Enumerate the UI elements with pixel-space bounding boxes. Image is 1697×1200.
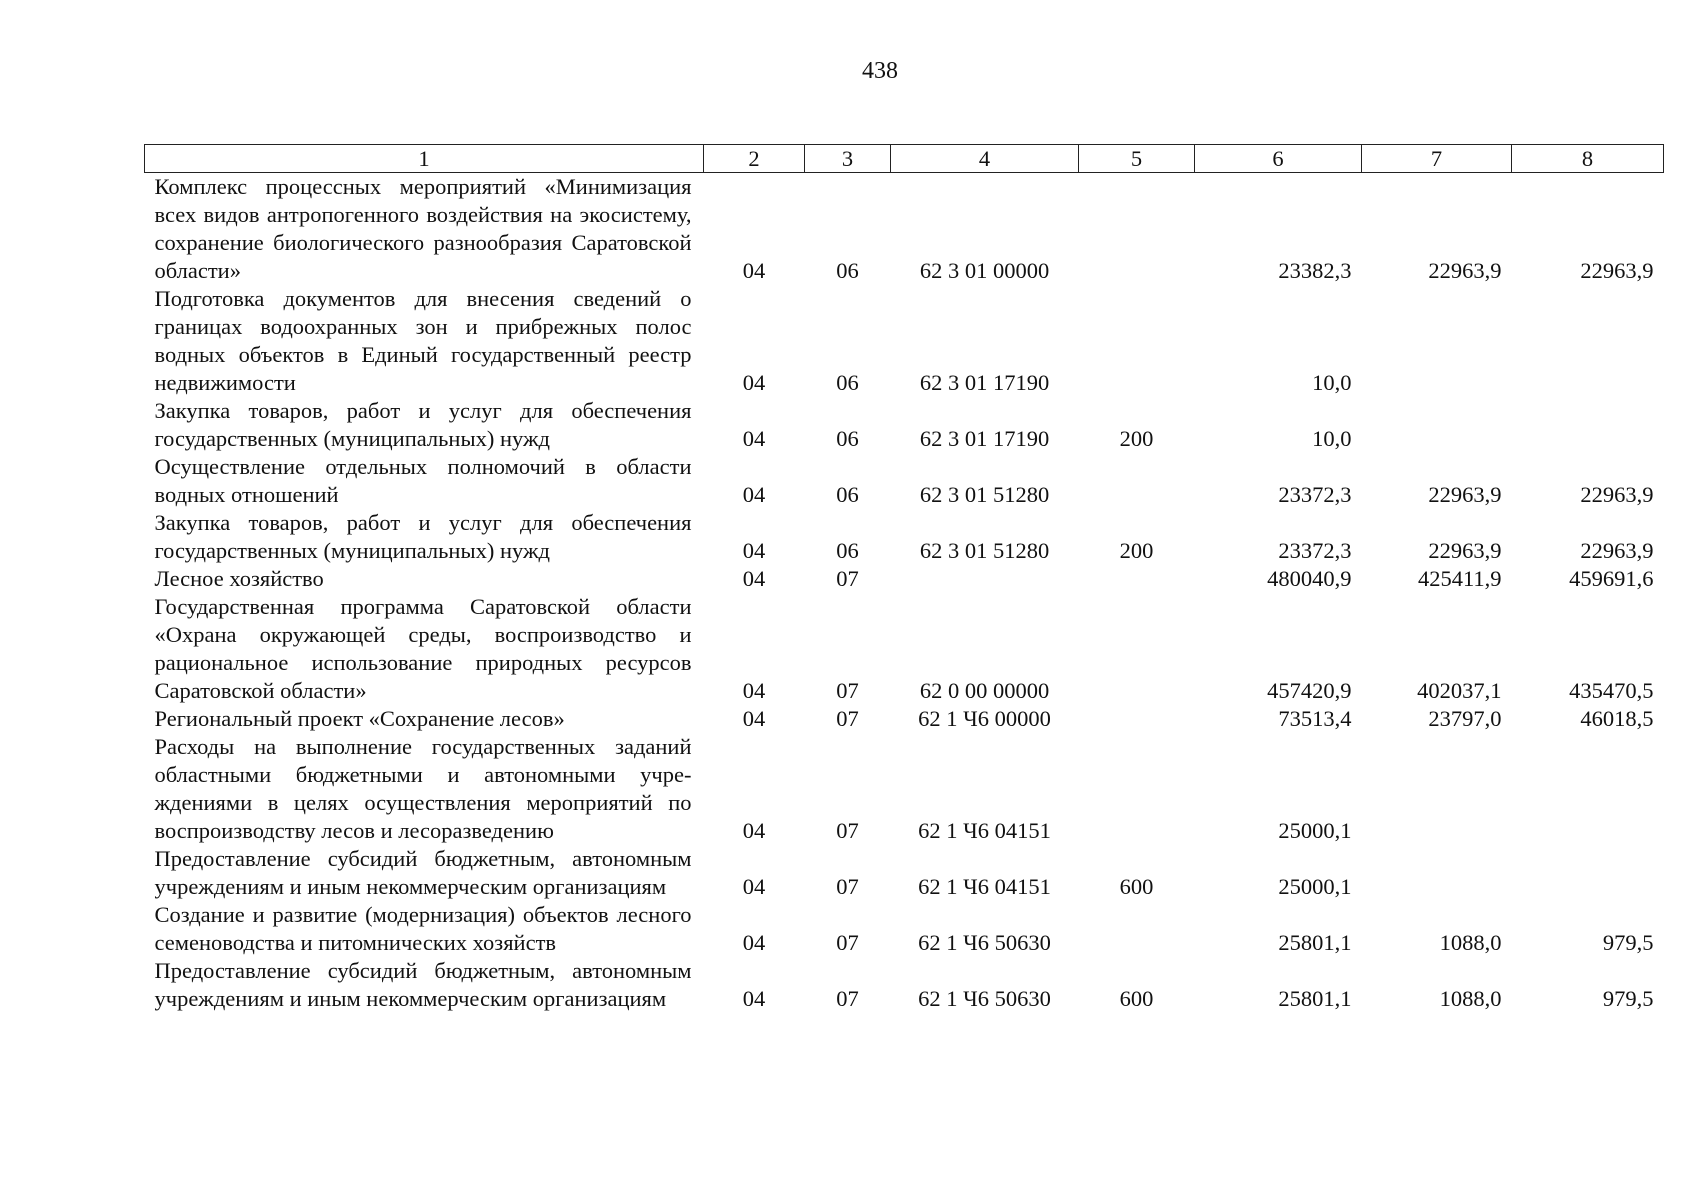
row-name: Подготовка документов для внесения сведений о границах водоохранных зон и прибрежных полос водных объектов в Единый государственный реестр недвижимости: [154, 286, 692, 395]
row-section: 04: [742, 258, 766, 283]
row-amount-1: 25801,1: [1278, 930, 1352, 955]
row-expense-type: [1079, 565, 1195, 593]
row-amount-3: 979,5: [1602, 986, 1654, 1011]
row-expense-type: 200: [1119, 426, 1154, 451]
row-amount-1: 73513,4: [1278, 706, 1352, 731]
row-amount-2: 22963,9: [1428, 482, 1502, 507]
row-amount-2: [1362, 285, 1512, 397]
row-name: Комплекс процессных мероприятий «Минимизация всех видов антропогенного воздействия на экосистему, сохранение биологического разнообразия Саратовской области»: [154, 174, 692, 283]
row-name: Предоставление субсидий бюджетным, автономным учреждениям и иным некоммерческим организациям: [154, 846, 692, 899]
row-amount-3: 22963,9: [1580, 538, 1654, 563]
row-amount-1: 25801,1: [1278, 986, 1352, 1011]
header-cell: 3: [805, 145, 891, 173]
row-expense-type: [1079, 173, 1195, 286]
row-name: Государственная программа Саратовской области «Охрана окружающей среды, воспроизводство и рациональное использование природных ресурсов Саратовской области»: [154, 594, 692, 703]
row-subsection: 07: [836, 678, 859, 703]
row-amount-2: 1088,0: [1439, 986, 1502, 1011]
row-amount-3: [1512, 733, 1664, 845]
row-target-code: 62 1 Ч6 04151: [918, 818, 1051, 843]
row-amount-2: 22963,9: [1428, 258, 1502, 283]
page-number: 438: [862, 58, 898, 84]
row-name: Региональный проект «Сохранение лесов»: [154, 706, 565, 731]
table-row: [145, 565, 1664, 593]
row-amount-3: [1512, 285, 1664, 397]
row-section: 04: [742, 538, 766, 563]
header-cell: 1: [145, 145, 704, 173]
row-target-code: 62 3 01 00000: [919, 258, 1050, 283]
row-amount-3: 435470,5: [1569, 678, 1654, 703]
row-amount-2: 1088,0: [1439, 930, 1502, 955]
row-target-code: 62 3 01 51280: [919, 538, 1050, 563]
header-cell: 8: [1512, 145, 1664, 173]
row-amount-2: 402037,1: [1417, 678, 1502, 703]
row-amount-3: [1512, 845, 1664, 901]
row-section: 04: [742, 482, 766, 507]
row-subsection: 06: [836, 426, 859, 451]
row-amount-3: 46018,5: [1580, 706, 1654, 731]
row-amount-1: 480040,9: [1267, 566, 1352, 591]
row-subsection: 06: [836, 538, 859, 563]
row-section: 04: [742, 678, 766, 703]
row-amount-1: 25000,1: [1278, 874, 1352, 899]
row-expense-type: [1079, 901, 1195, 957]
row-amount-3: 459691,6: [1569, 566, 1654, 591]
row-amount-1: 457420,9: [1267, 678, 1352, 703]
row-target-code: 62 3 01 17190: [919, 426, 1050, 451]
row-name: Расходы на выполнение государственных заданий областными бюджетными и автономными учреждениями в целях осуществления мероприятий по воспроизводству лесов и лесоразведению: [154, 734, 692, 843]
row-amount-2: 23797,0: [1428, 706, 1502, 731]
row-amount-2: 22963,9: [1428, 538, 1502, 563]
row-amount-1: 23382,3: [1278, 258, 1352, 283]
header-cell: 2: [704, 145, 805, 173]
row-subsection: 06: [836, 370, 859, 395]
row-target-code: 62 1 Ч6 50630: [918, 986, 1051, 1011]
row-target-code: [891, 565, 1079, 593]
table-row: [145, 397, 1664, 453]
table-row: [145, 173, 1664, 286]
row-amount-1: 23372,3: [1278, 538, 1352, 563]
table-row: [145, 453, 1664, 509]
row-amount-3: 979,5: [1602, 930, 1654, 955]
row-name: Закупка товаров, работ и услуг для обеспечения государственных (муниципальных) нужд: [154, 398, 692, 451]
row-section: 04: [742, 566, 766, 591]
row-target-code: 62 1 Ч6 50630: [918, 930, 1051, 955]
table-row: [145, 509, 1664, 565]
row-expense-type: [1079, 705, 1195, 733]
row-target-code: 62 0 00 00000: [919, 678, 1050, 703]
header-cell: 5: [1079, 145, 1195, 173]
row-subsection: 07: [836, 930, 859, 955]
row-amount-2: 425411,9: [1417, 566, 1502, 591]
row-amount-2: [1362, 845, 1512, 901]
table-row: [145, 593, 1664, 705]
row-expense-type: [1079, 593, 1195, 705]
table-row: [145, 957, 1664, 1013]
row-subsection: 07: [836, 874, 859, 899]
row-subsection: 07: [836, 818, 859, 843]
table-row: [145, 733, 1664, 845]
row-name: Осуществление отдельных полномочий в области водных отношений: [154, 454, 692, 507]
row-expense-type: 600: [1119, 874, 1154, 899]
header-cell: 7: [1362, 145, 1512, 173]
row-subsection: 07: [836, 566, 859, 591]
row-subsection: 07: [836, 986, 859, 1011]
row-target-code: 62 1 Ч6 04151: [918, 874, 1051, 899]
header-cell: 4: [891, 145, 1079, 173]
table-header-row: [145, 145, 1664, 173]
row-subsection: 06: [836, 258, 859, 283]
row-amount-2: [1362, 397, 1512, 453]
budget-table: [144, 144, 1664, 1013]
row-section: 04: [742, 874, 766, 899]
row-amount-1: 23372,3: [1278, 482, 1352, 507]
row-amount-3: 22963,9: [1580, 258, 1654, 283]
row-amount-1: 25000,1: [1278, 818, 1352, 843]
row-name: Создание и развитие (модернизация) объектов лесного семеноводства и питомнических хозяйств: [154, 902, 692, 955]
row-expense-type: 200: [1119, 538, 1154, 563]
table-row: [145, 845, 1664, 901]
row-name: Предоставление субсидий бюджетным, автономным учреждениям и иным некоммерческим организациям: [154, 958, 692, 1011]
row-amount-3: 22963,9: [1580, 482, 1654, 507]
row-section: 04: [742, 426, 766, 451]
row-subsection: 06: [836, 482, 859, 507]
table-row: [145, 901, 1664, 957]
row-expense-type: 600: [1119, 986, 1154, 1011]
row-target-code: 62 3 01 51280: [919, 482, 1050, 507]
row-name: Закупка товаров, работ и услуг для обеспечения государственных (муниципальных) нужд: [154, 510, 692, 563]
table-row: [145, 285, 1664, 397]
row-section: 04: [742, 930, 766, 955]
row-name: Лесное хозяйство: [154, 566, 324, 591]
row-expense-type: [1079, 733, 1195, 845]
row-amount-3: [1512, 397, 1664, 453]
header-cell: 6: [1195, 145, 1362, 173]
table-row: [145, 705, 1664, 733]
row-expense-type: [1079, 285, 1195, 397]
row-section: 04: [742, 706, 766, 731]
row-amount-2: [1362, 733, 1512, 845]
row-target-code: 62 1 Ч6 00000: [918, 706, 1051, 731]
row-amount-1: 10,0: [1312, 370, 1352, 395]
row-amount-1: 10,0: [1312, 426, 1352, 451]
row-section: 04: [742, 986, 766, 1011]
row-subsection: 07: [836, 706, 859, 731]
row-target-code: 62 3 01 17190: [919, 370, 1050, 395]
row-expense-type: [1079, 453, 1195, 509]
row-section: 04: [742, 370, 766, 395]
row-section: 04: [742, 818, 766, 843]
